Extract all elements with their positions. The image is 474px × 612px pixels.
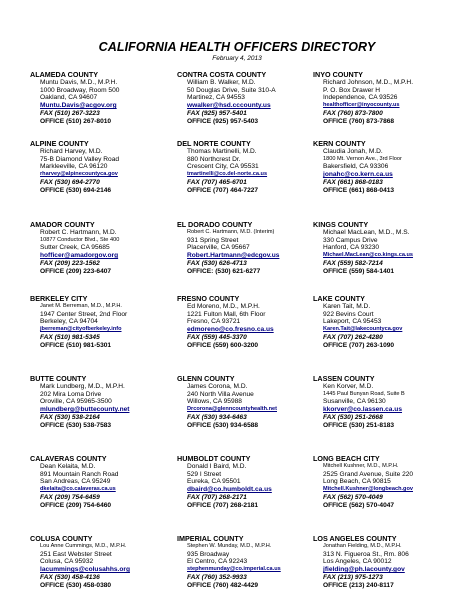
street-address: 922 Bevins Court — [323, 310, 374, 318]
street-address: 313 N. Figueroa St., Rm. 806 — [323, 550, 409, 558]
city-state-zip: Bakersfield, CA 93306 — [323, 163, 389, 171]
officer-name: Stephen W. Munday, M.D., M.P.H. — [187, 543, 272, 549]
email-link[interactable]: Muntu.Davis@acgov.org — [40, 102, 117, 110]
county-entry — [177, 374, 327, 429]
office-phone: OFFICE (760) 873-7868 — [323, 117, 395, 125]
officer-name: Karen Tait, M.D. — [323, 303, 371, 310]
officer-name: Robert C. Hartmann, M.D. (Interim) — [187, 229, 275, 235]
officer-name: William B. Walker, M.D. — [187, 79, 256, 86]
email-link[interactable]: kkorver@co.lassen.ca.us — [323, 406, 403, 414]
office-phone: OFFICE (209) 223-6407 — [40, 267, 112, 275]
city-state-zip: Susanville, CA 96130 — [323, 398, 386, 406]
fax-number: FAX (562) 570-4049 — [323, 493, 383, 501]
county-entry — [177, 139, 327, 194]
county-name: ALAMEDA COUNTY — [30, 70, 99, 79]
city-state-zip: Fresno, CA 93721 — [187, 318, 241, 326]
county-name: LOS ANGELES COUNTY — [313, 534, 397, 543]
city-state-zip: Long Beach, CA 90815 — [323, 478, 391, 486]
email-link[interactable]: healthofficer@inyocounty.us — [323, 102, 400, 109]
street-address: 202 Mira Loma Drive — [40, 390, 102, 398]
fax-number: FAX (530) 251-2668 — [323, 413, 383, 421]
street-address: 2525 Grand Avenue, Suite 220 — [323, 470, 414, 478]
office-phone: OFFICE (530) 934-6588 — [187, 421, 259, 429]
fax-number: FAX (530) 458-4136 — [40, 573, 100, 581]
office-phone: OFFICE (760) 482-4429 — [187, 581, 259, 589]
officer-name: Lou Anne Cummings, M.D., M.P.H. — [40, 543, 127, 549]
county-entry — [177, 294, 327, 349]
street-address: 50 Douglas Drive, Suite 310-A — [187, 86, 276, 94]
county-name: COLUSA COUNTY — [30, 534, 93, 543]
county-name: ALPINE COUNTY — [30, 139, 89, 148]
officer-name: James Corona, M.D. — [187, 383, 248, 390]
email-link[interactable]: rharvey@alpinecountyca.gov — [40, 171, 118, 178]
street-address: 931 Spring Street — [187, 236, 239, 244]
fax-number: FAX (559) 445-3370 — [187, 333, 247, 341]
city-state-zip: Independence, CA 93526 — [323, 94, 398, 102]
county-name: CONTRA COSTA COUNTY — [177, 70, 267, 79]
county-entry — [30, 70, 180, 125]
city-state-zip: Colusa, CA 95932 — [40, 558, 94, 566]
fax-number: FAX (530) 934-6463 — [187, 413, 247, 421]
county-entry — [177, 454, 327, 509]
street-address: 529 I Street — [187, 470, 222, 478]
county-entry — [30, 374, 180, 429]
city-state-zip: Eureka, CA 95501 — [187, 478, 241, 486]
county-entry — [30, 534, 180, 589]
county-name: BUTTE COUNTY — [30, 374, 87, 383]
office-phone: OFFICE (213) 240-8117 — [323, 581, 394, 589]
email-link[interactable]: Michael.MacLean@co.kings.ca.us — [323, 252, 414, 259]
office-phone: OFFICE (559) 584-1401 — [323, 267, 395, 275]
email-link[interactable]: Karen.Tait@lakecountyca.gov — [323, 326, 403, 333]
county-entry — [313, 70, 463, 125]
street-address: 1800 Mt. Vernon Ave., 3rd Floor — [323, 155, 402, 162]
county-name: LONG BEACH CITY — [313, 454, 380, 463]
office-phone: OFFICE (661) 868-0413 — [323, 186, 395, 194]
officer-name: Muntu Davis, M.D., M.P.H. — [40, 79, 118, 86]
officer-name: Richard Harvey, M.D. — [40, 148, 103, 155]
fax-number: FAX (530) 694-2770 — [40, 178, 100, 186]
email-link[interactable]: stephenmunday@co.imperial.ca.us — [187, 566, 281, 573]
city-state-zip: Lakeport, CA 95453 — [323, 318, 382, 326]
street-address: 880 Northcrest Dr. — [187, 155, 241, 163]
street-address: 330 Campus Drive — [323, 236, 378, 244]
county-entry — [313, 534, 463, 589]
street-address: 1221 Fulton Mall, 6th Floor — [187, 310, 266, 318]
email-link[interactable]: dbaird@co.humboldt.ca.us — [187, 486, 272, 494]
street-address: 240 North Villa Avenue — [187, 390, 254, 398]
street-address: 251 East Webster Street — [40, 550, 112, 558]
office-phone: OFFICE (510) 267-8010 — [40, 117, 112, 125]
county-name: HUMBOLDT COUNTY — [177, 454, 251, 463]
county-name: IMPERIAL COUNTY — [177, 534, 244, 543]
county-name: DEL NORTE COUNTY — [177, 139, 251, 148]
officer-name: Dean Kelaita, M.D. — [40, 463, 96, 470]
fax-number: FAX (925) 957-5401 — [187, 109, 247, 117]
street-address: 75-B Diamond Valley Road — [40, 155, 120, 163]
county-name: BERKELEY CITY — [30, 294, 88, 303]
city-state-zip: Willows, CA 95988 — [187, 398, 242, 406]
city-state-zip: Oroville, CA 95965-3500 — [40, 398, 112, 406]
office-phone: OFFICE (925) 957-5403 — [187, 117, 259, 125]
fax-number: FAX (530) 538-2164 — [40, 413, 100, 421]
email-link[interactable]: Mitchell.Kushner@longbeach.gov — [323, 486, 413, 493]
fax-number: FAX (760) 873-7800 — [323, 109, 383, 117]
email-link[interactable]: edmoreno@co.fresno.ca.us — [187, 326, 274, 334]
office-phone: OFFICE (559) 600-3200 — [187, 341, 259, 349]
officer-name: Mark Lundberg, M.D., M.P.H. — [40, 383, 125, 390]
county-entry — [30, 294, 180, 349]
city-state-zip: Markleeville, CA 96120 — [40, 163, 108, 171]
street-address: 1000 Broadway, Room 500 — [40, 86, 120, 94]
county-entry — [313, 139, 463, 194]
city-state-zip: Oakland, CA 94607 — [40, 94, 98, 102]
office-phone: OFFICE (707) 263-1090 — [323, 341, 395, 349]
officer-name: Janet M. Berreman, M.D., M.P.H. — [40, 303, 122, 309]
officer-name: Mitchell Kushner, M.D., M.P.H. — [323, 463, 399, 469]
street-address: 935 Broadway — [187, 550, 230, 558]
office-phone: OFFICE (530) 251-8183 — [323, 421, 395, 429]
email-link[interactable]: Robert.Hartmann@edcgov.us — [187, 252, 280, 260]
fax-number: FAX (707) 465-6701 — [187, 178, 247, 186]
office-phone: OFFICE (510) 981-5301 — [40, 341, 112, 349]
county-entry — [313, 374, 463, 429]
fax-number: FAX (510) 267-3223 — [40, 109, 100, 117]
city-state-zip: Los Angeles, CA 90012 — [323, 558, 392, 566]
email-link[interactable]: wwalker@hsd.cccounty.us — [187, 102, 271, 110]
office-phone: OFFICE (530) 694-2146 — [40, 186, 112, 194]
fax-number: FAX (707) 262-4280 — [323, 333, 383, 341]
officer-name: Donald I Baird, M.D. — [187, 463, 247, 470]
email-link[interactable]: jberreman@cityofberkeley.info — [40, 326, 122, 333]
officer-name: Michael MacLean, M.D., M.S. — [323, 229, 410, 236]
city-state-zip: El Centro, CA 92243 — [187, 558, 248, 566]
office-phone: OFFICE (530) 458-0380 — [40, 581, 112, 589]
fax-number: FAX (707) 268-2171 — [187, 493, 247, 501]
county-entry — [30, 220, 180, 275]
street-address: P. O. Box Drawer H — [323, 86, 381, 94]
county-entry — [177, 534, 327, 589]
officer-name: Jonathan Fielding, M.D., M.P.H. — [323, 543, 402, 549]
officer-name: Robert C. Hartmann, M.D. — [40, 229, 117, 236]
email-link[interactable]: jonahc@co.kern.ca.us — [323, 171, 393, 179]
office-phone: OFFICE (707) 464-7227 — [187, 186, 259, 194]
fax-number: FAX (213) 975-1273 — [323, 573, 383, 581]
city-state-zip: Martinez, CA 94553 — [187, 94, 245, 102]
officer-name: Ed Moreno, M.D., M.P.H. — [187, 303, 260, 310]
fax-number: FAX (530) 626-4713 — [187, 259, 247, 267]
officer-name: Richard Johnson, M.D., M.P.H. — [323, 79, 414, 86]
office-phone: OFFICE: (530) 621-6277 — [187, 267, 261, 275]
county-name: CALAVERAS COUNTY — [30, 454, 107, 463]
county-name: KERN COUNTY — [313, 139, 366, 148]
county-name: LASSEN COUNTY — [313, 374, 375, 383]
county-name: LAKE COUNTY — [313, 294, 365, 303]
officer-name: Thomas Martinelli, M.D. — [187, 148, 257, 155]
fax-number: FAX (661) 868-0183 — [323, 178, 383, 186]
city-state-zip: Sutter Creek, CA 95685 — [40, 244, 110, 252]
office-phone: OFFICE (530) 538-7583 — [40, 421, 112, 429]
email-link[interactable]: lacummings@colusahhs.org — [40, 566, 130, 574]
county-name: GLENN COUNTY — [177, 374, 235, 383]
county-entry — [313, 454, 463, 509]
officer-name: Ken Korver, M.D. — [323, 383, 374, 390]
email-link[interactable]: tmartinelli@co.del-norte.ca.us — [187, 171, 268, 178]
page-date: February 4, 2013 — [212, 55, 262, 62]
county-name: AMADOR COUNTY — [30, 220, 95, 229]
county-name: FRESNO COUNTY — [177, 294, 240, 303]
county-entry — [313, 294, 463, 349]
fax-number: FAX (760) 352-9933 — [187, 573, 247, 581]
fax-number: FAX (209) 754-6459 — [40, 493, 100, 501]
city-state-zip: Berkeley, CA 94704 — [40, 318, 98, 326]
county-name: EL DORADO COUNTY — [177, 220, 253, 229]
city-state-zip: Placerville, CA 95667 — [187, 244, 250, 252]
street-address: 891 Mountain Ranch Road — [40, 470, 119, 478]
street-address: 10877 Conductor Blvd., Ste 400 — [40, 236, 120, 243]
fax-number: FAX (559) 582-7214 — [323, 259, 383, 267]
email-link[interactable]: hofficer@amadorgov.org — [40, 252, 119, 260]
office-phone: OFFICE (562) 570-4047 — [323, 501, 395, 509]
county-entry — [177, 70, 327, 125]
fax-number: FAX (510) 981-5345 — [40, 333, 100, 341]
county-entry — [313, 220, 463, 275]
street-address: 1445 Paul Bunyan Road, Suite B — [323, 390, 405, 397]
office-phone: OFFICE (707) 268-2181 — [187, 501, 259, 509]
fax-number: FAX (209) 223-1562 — [40, 259, 100, 267]
street-address: 1947 Center Street, 2nd Floor — [40, 310, 128, 318]
email-link[interactable]: jfielding@ph.lacounty.gov — [323, 566, 405, 574]
email-link[interactable]: mlundberg@buttecounty.net — [40, 406, 130, 414]
city-state-zip: San Andreas, CA 95249 — [40, 478, 111, 486]
county-entry — [30, 454, 180, 509]
officer-name: Claudia Jonah, M.D. — [323, 148, 383, 155]
county-entry — [30, 139, 180, 194]
email-link[interactable]: dkelaita@co.calaveras.ca.us — [40, 486, 116, 493]
office-phone: OFFICE (209) 754-6460 — [40, 501, 112, 509]
city-state-zip: Crescent City, CA 95531 — [187, 163, 259, 171]
county-name: KINGS COUNTY — [313, 220, 369, 229]
email-link[interactable]: Drcorona@glenncountyhealth.net — [187, 406, 277, 413]
city-state-zip: Hanford, CA 93230 — [323, 244, 380, 252]
county-entry — [177, 220, 327, 275]
county-name: INYO COUNTY — [313, 70, 363, 79]
page-title: CALIFORNIA HEALTH OFFICERS DIRECTORY — [98, 40, 376, 54]
